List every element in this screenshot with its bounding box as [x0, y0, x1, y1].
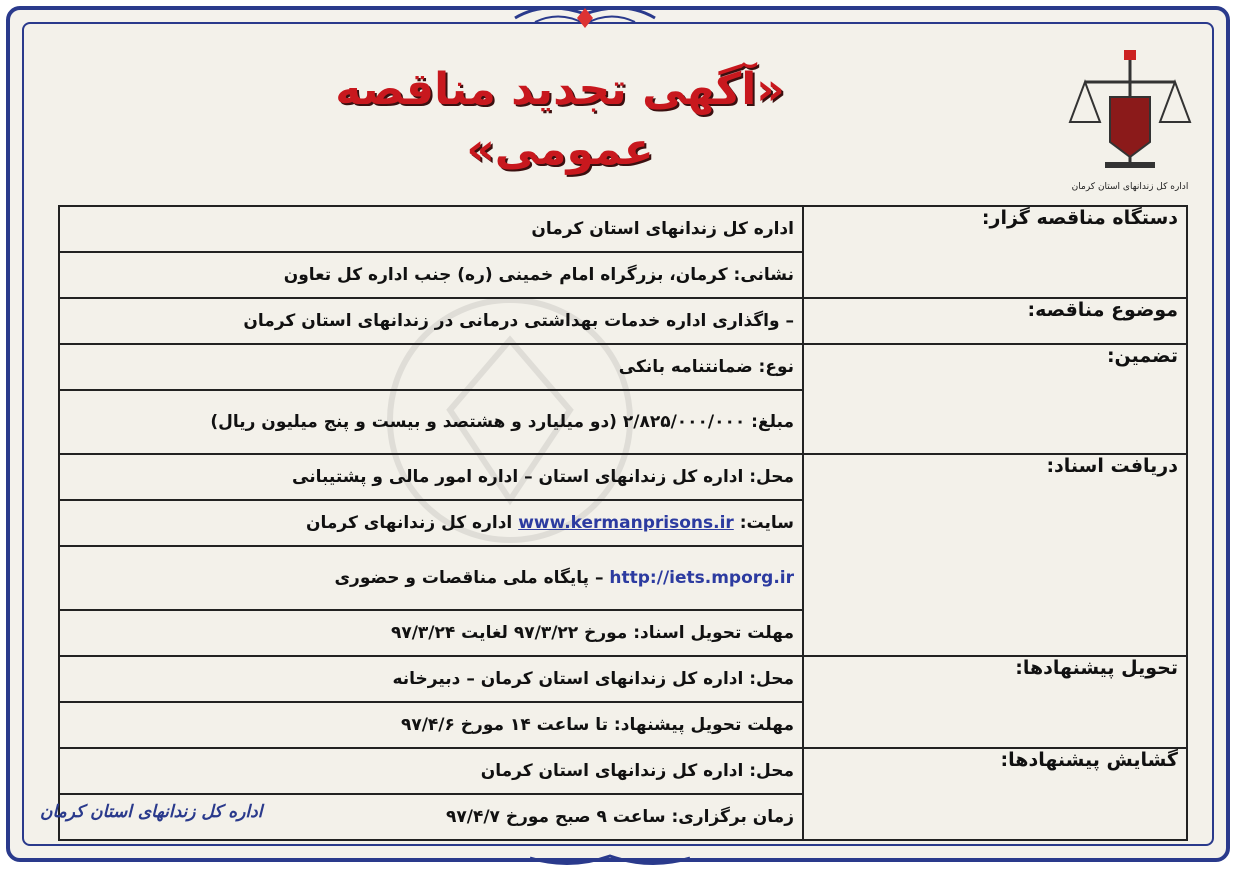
documents-location: محل: اداره کل زندانهای استان – اداره امور مالی و پشتیبانی — [59, 454, 803, 500]
proposals-label: تحویل پیشنهادها: — [803, 656, 1187, 748]
table-row — [59, 298, 1187, 344]
scales-of-justice-emblem-icon — [1060, 42, 1200, 202]
footer-organization: اداره کل زندانهای استان کرمان — [40, 802, 263, 822]
table-row — [59, 206, 1187, 252]
table-row — [59, 344, 1187, 390]
top-ornament-icon — [505, 0, 665, 34]
bottom-ornament-icon — [520, 846, 700, 868]
kermanprisons-link[interactable]: www.kermanprisons.ir — [518, 513, 734, 533]
organizer-name: اداره کل زندانهای استان کرمان — [59, 206, 803, 252]
documents-label: دریافت اسناد: — [803, 454, 1187, 656]
guarantee-type: نوع: ضمانتنامه بانکی — [59, 344, 803, 390]
documents-deadline: مهلت تحویل اسناد: مورخ ۹۷/۳/۲۲ لغایت ۹۷/۳/۲۴ — [59, 610, 803, 656]
subject-label: موضوع مناقصه: — [803, 298, 1187, 344]
guarantee-label: تضمین: — [803, 344, 1187, 454]
guarantee-amount: مبلغ: ۲/۸۲۵/۰۰۰/۰۰۰ (دو میلیارد و هشتصد و بیست و پنج میلیون ریال) — [59, 390, 803, 454]
site-prefix: سایت: — [739, 513, 794, 533]
portal-suffix: – پایگاه ملی مناقصات و حضوری — [334, 568, 604, 588]
opening-location: محل: اداره کل زندانهای استان کرمان — [59, 748, 803, 794]
organizer-address: نشانی: کرمان، بزرگراه امام خمینی (ره) جنب اداره کل تعاون — [59, 252, 803, 298]
documents-site — [59, 500, 803, 546]
documents-portal — [59, 546, 803, 610]
table-row — [59, 748, 1187, 794]
tender-table — [58, 205, 1188, 841]
logo-caption: اداره کل زندانهای استان کرمان — [1071, 182, 1189, 192]
proposals-deadline: مهلت تحویل پیشنهاد: تا ساعت ۱۴ مورخ ۹۷/۴/۶ — [59, 702, 803, 748]
opening-time: زمان برگزاری: ساعت ۹ صبح مورخ ۹۷/۴/۷ — [59, 794, 803, 840]
iets-portal-link[interactable]: http://iets.mporg.ir — [609, 568, 794, 588]
table-row — [59, 656, 1187, 702]
proposals-location: محل: اداره کل زندانهای استان کرمان – دبیرخانه — [59, 656, 803, 702]
site-suffix: اداره کل زندانهای کرمان — [305, 513, 513, 533]
subject-value: – واگذاری اداره خدمات بهداشتی درمانی در زندانهای استان کرمان — [59, 298, 803, 344]
page-title: «آگهی تجدید مناقصه عمومی» — [335, 64, 785, 175]
opening-label: گشایش پیشنهادها: — [803, 748, 1187, 840]
organizer-label: دستگاه مناقصه گزار: — [803, 206, 1187, 298]
table-row — [59, 454, 1187, 500]
